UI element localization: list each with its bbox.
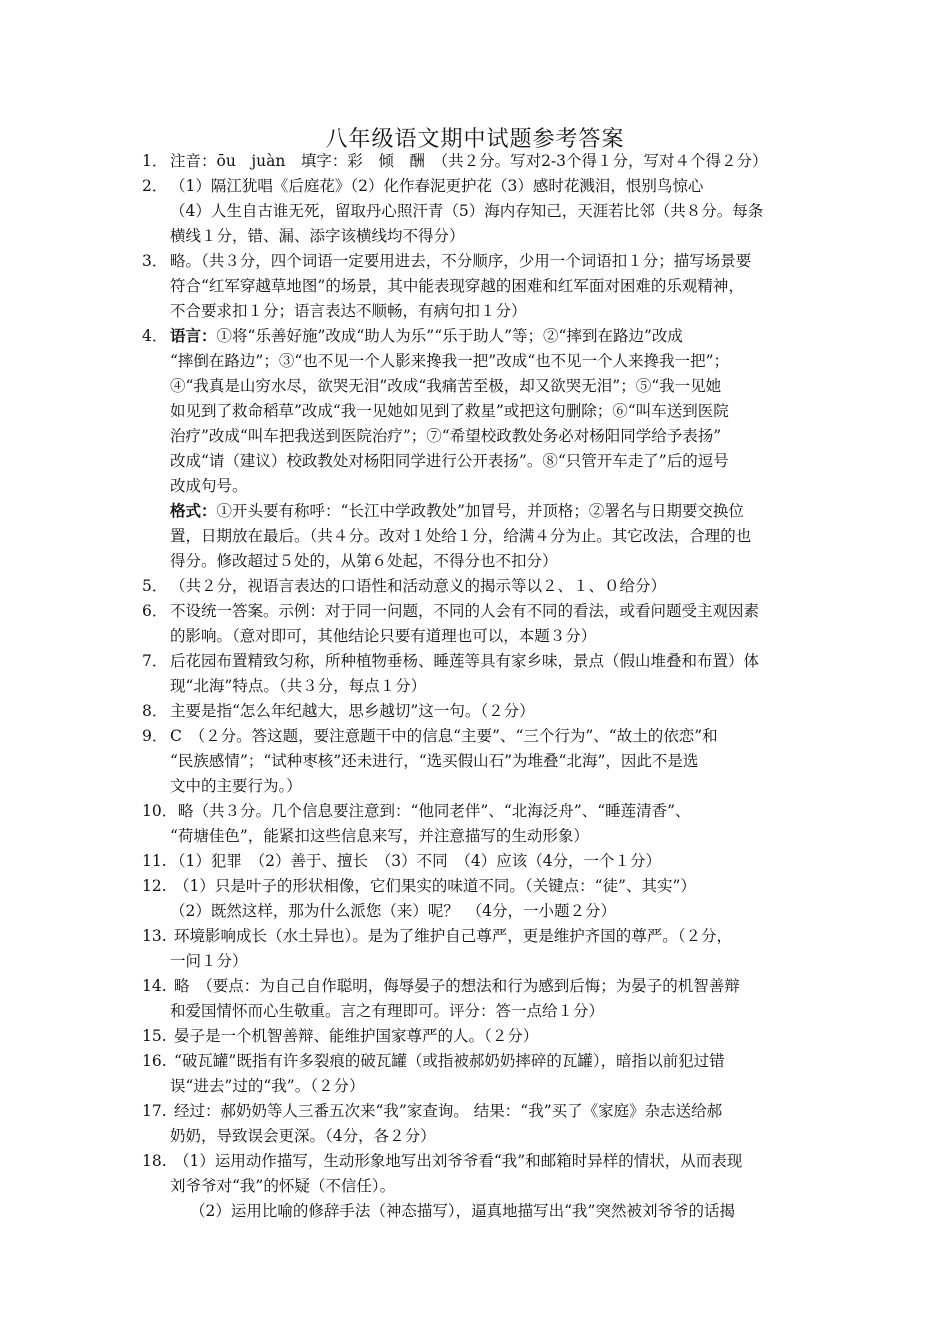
answer-line: ④“我真是山穷水尽，欲哭无泪”改成“我痛苦至极，却又欲哭无泪”；⑤“我一见她 bbox=[170, 377, 722, 395]
answer-line: 现“北海”特点。（共３分，每点１分） bbox=[170, 677, 427, 695]
answer-line: “荷塘佳色”，能紧扣这些信息来写，并注意描写的生动形象） bbox=[170, 827, 589, 845]
answer-line: “民族感情”；“试种枣核”还未进行，“选买假山石”为堆叠“北海”，因此不是选 bbox=[170, 752, 699, 770]
answer-line bbox=[170, 501, 744, 521]
answer-line: （1）犯罪 （2）善于、擅长 （3）不同 （4）应该（4分，一个１分） bbox=[170, 852, 662, 870]
answer-line: 置，日期放在最后。（共４分。改对１处给１分，给满４分为止。其它改法，合理的也 bbox=[170, 527, 752, 545]
section-label-language: 语言： bbox=[170, 326, 217, 345]
item-number: 1． bbox=[142, 152, 168, 170]
answer-line: 略（共３分。几个信息要注意到：“他同老伴”、“北海泛舟”、“睡莲清香”、 bbox=[178, 802, 691, 820]
answer-line: 改成句号。 bbox=[170, 477, 248, 495]
answer-line: 一问１分） bbox=[170, 952, 248, 970]
item-number: 4． bbox=[142, 327, 168, 345]
answer-line: 得分。修改超过５处的，从第６处起，不得分也不扣分） bbox=[170, 552, 558, 570]
answer-line: 环境影响成长（水土异也）。是为了维护自己尊严，更是维护齐国的尊严。（２分， bbox=[174, 927, 733, 945]
answer-line: 晏子是一个机智善辩、能维护国家尊严的人。（２分） bbox=[174, 1027, 539, 1045]
answer-line: （共２分，视语言表达的口语性和活动意义的揭示等以２、１、０给分） bbox=[170, 577, 667, 595]
item-number: 7． bbox=[142, 652, 168, 670]
answer-line: （2）运用比喻的修辞手法（神态描写），逼真地描写出“我”突然被刘爷爷的话揭 bbox=[190, 1202, 735, 1220]
answer-line: 后花园布置精致匀称，所种植物垂杨、睡莲等具有家乡味，景点（假山堆叠和布置）体 bbox=[170, 652, 760, 670]
answer-line: C （２分。答这题，要注意题干中的信息“主要”、“三个行为”、“故土的依恋”和 bbox=[170, 727, 718, 745]
item-number: 14. bbox=[142, 977, 167, 995]
answer-text: ①将“乐善好施”改成“助人为乐”“乐于助人”等；②“摔到在路边”改成 bbox=[216, 327, 683, 345]
item-number: 12. bbox=[142, 877, 167, 895]
answer-line: 符合“红军穿越草地图”的场景，其中能表现穿越的困难和红军面对困难的乐观精神， bbox=[170, 277, 744, 295]
answer-line: 文中的主要行为。） bbox=[170, 777, 302, 795]
answer-line: 不设统一答案。示例：对于同一问题，不同的人会有不同的看法，或看问题受主观因素 bbox=[170, 602, 760, 620]
item-number: 13. bbox=[142, 927, 167, 945]
item-number: 2． bbox=[142, 177, 168, 195]
answer-line: 不合要求扣１分；语言表达不顺畅，有病句扣１分） bbox=[170, 302, 527, 320]
answer-line: “摔倒在路边”；③“也不见一个人影来搀我一把”改成“也不见一个人来搀我一把”； bbox=[170, 352, 730, 370]
item-number: 18. bbox=[142, 1152, 167, 1170]
answer-text: ①开头要有称呼：“长江中学政教处”加冒号，并顶格；②署名与日期要交换位 bbox=[216, 502, 744, 520]
item-number: 9． bbox=[142, 727, 168, 745]
answer-line: （4）人生自古谁无死，留取丹心照汗青（5）海内存知己，天涯若比邻（共８分。每条 bbox=[170, 202, 764, 220]
page-title: 八年级语文期中试题参考答案 bbox=[325, 127, 625, 152]
section-label-format: 格式： bbox=[170, 501, 217, 520]
answer-line: 改成“请（建议）校政教处对杨阳同学进行公开表扬”。⑧“只管开车走了”后的逗号 bbox=[170, 452, 729, 470]
answer-line: 奶奶，导致误会更深。（4分，各２分） bbox=[170, 1127, 436, 1145]
answer-line bbox=[170, 326, 683, 346]
answer-line: 横线１分，错、漏、添字该横线均不得分） bbox=[170, 227, 465, 245]
item-number: 16. bbox=[142, 1052, 167, 1070]
item-number: 11. bbox=[142, 852, 167, 870]
item-number: 3． bbox=[142, 252, 168, 270]
item-number: 17. bbox=[142, 1102, 167, 1120]
answer-line: 如见到了救命稻草”改成“我一见她如见到了救星”或把这句删除；⑥“叫车送到医院 bbox=[170, 402, 729, 420]
item-number: 8． bbox=[142, 702, 168, 720]
answer-line: 和爱国情怀而心生敬重。言之有理即可。评分：答一点给１分） bbox=[170, 1002, 605, 1020]
answer-line: （1）隔江犹唱《后庭花》（2）化作春泥更护花（3）感时花溅泪，恨别鸟惊心 bbox=[170, 177, 704, 195]
answer-line: 略。（共３分，四个词语一定要用进去，不分顺序，少用一个词语扣１分；描写场景要 bbox=[170, 252, 752, 270]
answer-line: 经过：郝奶奶等人三番五次来“我”家查询。 结果：“我”买了《家庭》杂志送给郝 bbox=[174, 1102, 723, 1120]
answer-line: 治疗”改成“叫车把我送到医院治疗”；⑦“希望校政教处务必对杨阳同学给予表扬” bbox=[170, 427, 722, 445]
answer-line: “破瓦罐”既指有许多裂痕的破瓦罐（或指被郝奶奶摔碎的瓦罐），暗指以前犯过错 bbox=[174, 1052, 725, 1070]
answer-line: 略 （要点：为自己自作聪明，侮辱晏子的想法和行为感到后悔；为晏子的机智善辩 bbox=[174, 977, 740, 995]
answer-line: 刘爷爷对“我”的怀疑（不信任）。 bbox=[170, 1177, 396, 1195]
answer-line: （1）只是叶子的形状相像，它们果实的味道不同。（关键点：“徒”、其实”） bbox=[174, 877, 696, 895]
answer-line: （1）运用动作描写，生动形象地写出刘爷爷看“我”和邮箱时异样的情状，从而表现 bbox=[174, 1152, 743, 1170]
answer-line: 的影响。（意对即可，其他结论只要有道理也可以，本题３分） bbox=[170, 627, 597, 645]
item-number: 10． bbox=[142, 802, 178, 820]
item-number: 15. bbox=[142, 1027, 167, 1045]
answer-line: 误“进去”过的“我”。（２分） bbox=[170, 1077, 365, 1095]
item-number: 6． bbox=[142, 602, 168, 620]
answer-line: （2）既然这样，那为什么派您（来）呢？ （4分，一小题２分） bbox=[170, 902, 616, 920]
item-number: 5． bbox=[142, 577, 168, 595]
answer-line: 主要是指“怎么年纪越大，思乡越切”这一句。（２分） bbox=[170, 702, 535, 720]
answer-line: 注音：ōu juàn 填字：彩 倾 酬 （共２分。写对2-3个得１分，写对４个得２分） bbox=[170, 152, 768, 170]
